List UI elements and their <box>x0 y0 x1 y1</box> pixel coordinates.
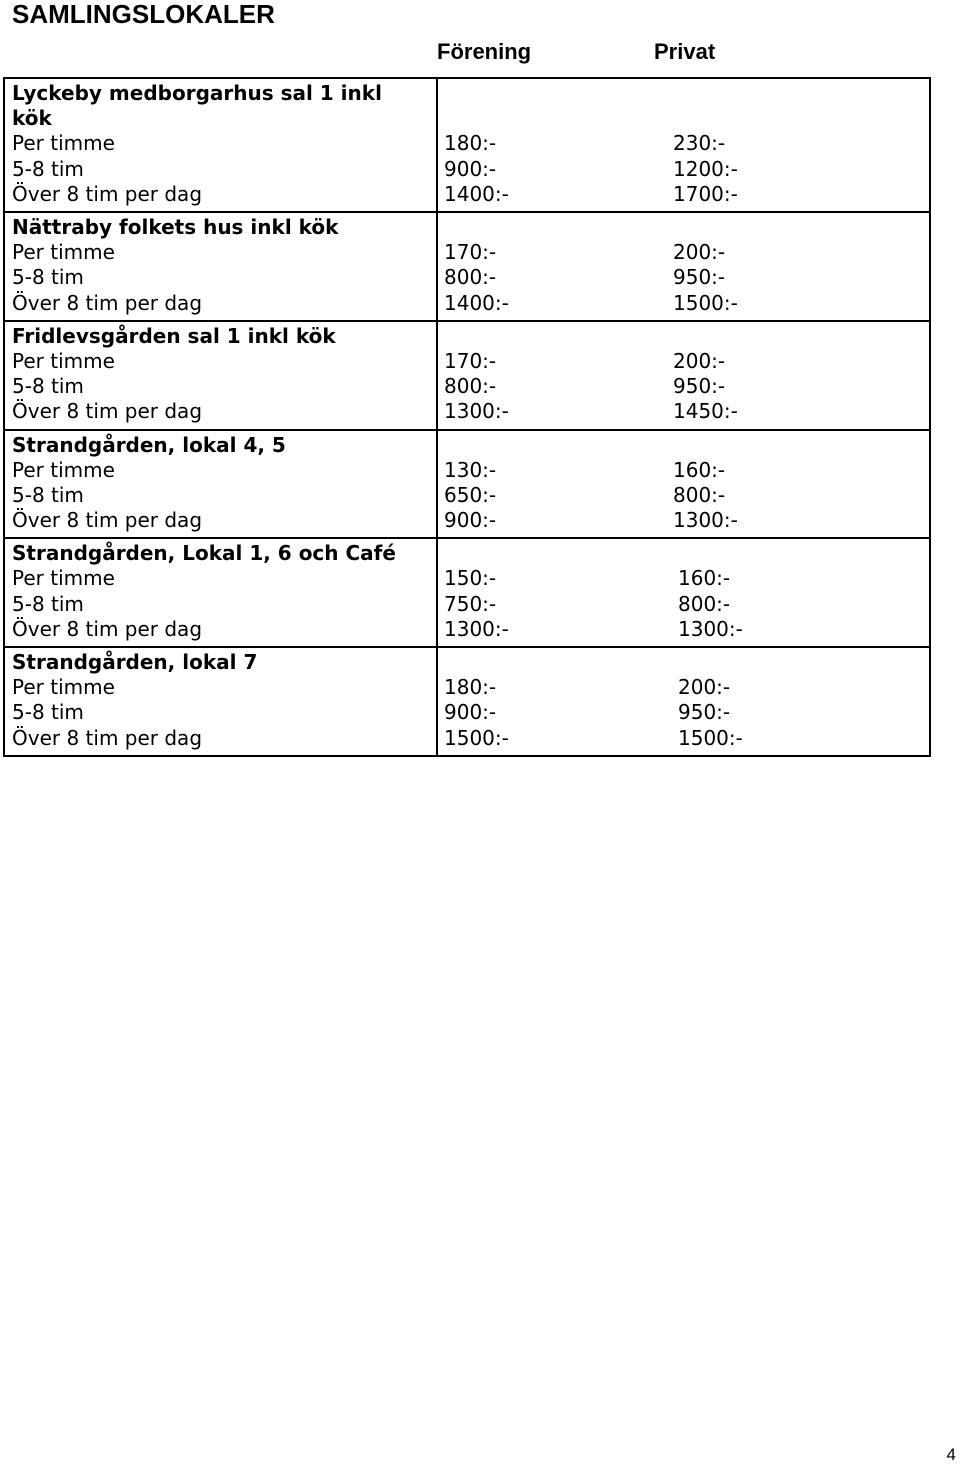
forening-prices <box>438 324 673 425</box>
forening-prices <box>438 433 673 534</box>
rate-label: 5-8 tim <box>12 374 84 399</box>
forening-price: 170:- <box>444 348 497 373</box>
forening-prices <box>438 81 673 207</box>
price-columns <box>438 81 929 207</box>
venue-row <box>4 78 930 212</box>
privat-price: 800:- <box>673 482 726 507</box>
privat-prices <box>673 324 738 425</box>
rate-label: Över 8 tim per dag <box>12 181 203 206</box>
privat-prices <box>673 541 743 642</box>
forening-price: 750:- <box>444 591 497 616</box>
venue-row <box>4 647 930 756</box>
price-table <box>3 77 931 757</box>
spacer <box>673 215 738 240</box>
rate-label: 5-8 tim <box>12 156 84 181</box>
spacer <box>444 650 673 675</box>
spacer <box>673 324 738 349</box>
venue-prices-cell <box>437 430 930 539</box>
privat-price: 160:- <box>678 566 731 591</box>
venue-name: Strandgården, lokal 7 <box>12 650 258 675</box>
forening-price: 800:- <box>444 265 497 290</box>
forening-price: 130:- <box>444 457 497 482</box>
privat-price: 1500:- <box>673 290 738 315</box>
privat-price: 1300:- <box>673 508 738 533</box>
forening-price: 170:- <box>444 240 497 265</box>
rate-label: Per timme <box>12 566 115 591</box>
rate-label: 5-8 tim <box>12 265 84 290</box>
forening-prices <box>438 541 673 642</box>
forening-price: 1500:- <box>444 725 509 750</box>
forening-prices <box>438 650 673 751</box>
forening-price: 900:- <box>444 508 497 533</box>
venue-name-cell <box>4 78 437 212</box>
rate-label: Per timme <box>12 240 115 265</box>
rate-label: Per timme <box>12 131 115 156</box>
spacer <box>444 81 673 106</box>
venue-name: Strandgården, lokal 4, 5 <box>12 432 286 457</box>
privat-price: 160:- <box>673 457 726 482</box>
rate-label: Över 8 tim per dag <box>12 725 203 750</box>
spacer <box>444 324 673 349</box>
privat-price: 1500:- <box>678 725 743 750</box>
privat-price: 800:- <box>678 591 731 616</box>
venue-name-cell <box>4 212 437 321</box>
privat-prices <box>673 215 738 316</box>
venue-name: Strandgården, Lokal 1, 6 och Café <box>12 541 396 566</box>
rate-label: Per timme <box>12 457 115 482</box>
venue-name: Nättraby folkets hus inkl kök <box>12 214 339 239</box>
rate-label: 5-8 tim <box>12 482 84 507</box>
rate-label: Per timme <box>12 675 115 700</box>
venue-name: Lyckeby medborgarhus sal 1 inkl kök <box>12 81 382 131</box>
privat-price: 1300:- <box>678 616 743 641</box>
privat-prices <box>673 433 738 534</box>
privat-price: 200:- <box>678 675 731 700</box>
column-header-forening: Förening <box>437 39 532 64</box>
venue-name-cell <box>4 538 437 647</box>
rate-label: 5-8 tim <box>12 700 84 725</box>
venue-name-cell <box>4 430 437 539</box>
price-columns <box>438 650 929 751</box>
venue-prices-cell <box>437 538 930 647</box>
rate-label: Över 8 tim per dag <box>12 399 203 424</box>
forening-price: 180:- <box>444 675 497 700</box>
spacer <box>673 106 738 131</box>
spacer <box>678 541 743 566</box>
forening-price: 150:- <box>444 566 497 591</box>
forening-price: 1300:- <box>444 399 509 424</box>
privat-price: 1700:- <box>673 181 738 206</box>
rate-label: Över 8 tim per dag <box>12 508 203 533</box>
privat-price: 200:- <box>673 240 726 265</box>
spacer <box>444 215 673 240</box>
spacer <box>678 650 743 675</box>
spacer <box>673 81 738 106</box>
price-columns <box>438 324 929 425</box>
privat-price: 200:- <box>673 348 726 373</box>
price-columns <box>438 541 929 642</box>
privat-prices <box>673 81 738 207</box>
venue-name-cell <box>4 647 437 756</box>
price-table-body <box>4 78 930 756</box>
venue-row <box>4 321 930 430</box>
forening-price: 900:- <box>444 156 497 181</box>
forening-price: 180:- <box>444 131 497 156</box>
privat-price: 1450:- <box>673 399 738 424</box>
price-columns <box>438 215 929 316</box>
rate-label: Över 8 tim per dag <box>12 616 203 641</box>
venue-prices-cell <box>437 78 930 212</box>
venue-row <box>4 212 930 321</box>
privat-price: 230:- <box>673 131 726 156</box>
forening-prices <box>438 215 673 316</box>
page-title: SAMLINGSLOKALER <box>12 0 275 29</box>
spacer <box>444 106 673 131</box>
privat-price: 950:- <box>678 700 731 725</box>
forening-price: 650:- <box>444 482 497 507</box>
forening-price: 800:- <box>444 374 497 399</box>
venue-name-cell <box>4 321 437 430</box>
privat-price: 950:- <box>673 374 726 399</box>
forening-price: 1400:- <box>444 290 509 315</box>
rate-label: Per timme <box>12 348 115 373</box>
venue-prices-cell <box>437 212 930 321</box>
rate-label: 5-8 tim <box>12 591 84 616</box>
privat-price: 950:- <box>673 265 726 290</box>
venue-row <box>4 430 930 539</box>
price-columns <box>438 433 929 534</box>
spacer <box>444 541 673 566</box>
forening-price: 1300:- <box>444 616 509 641</box>
rate-label: Över 8 tim per dag <box>12 290 203 315</box>
spacer <box>673 433 738 458</box>
venue-row <box>4 538 930 647</box>
forening-price: 1400:- <box>444 181 509 206</box>
venue-prices-cell <box>437 647 930 756</box>
column-header-privat: Privat <box>654 39 716 64</box>
privat-prices <box>673 650 743 751</box>
privat-price: 1200:- <box>673 156 738 181</box>
venue-name: Fridlevsgården sal 1 inkl kök <box>12 323 336 348</box>
venue-prices-cell <box>437 321 930 430</box>
page-number: 4 <box>946 1445 956 1464</box>
forening-price: 900:- <box>444 700 497 725</box>
spacer <box>444 433 673 458</box>
